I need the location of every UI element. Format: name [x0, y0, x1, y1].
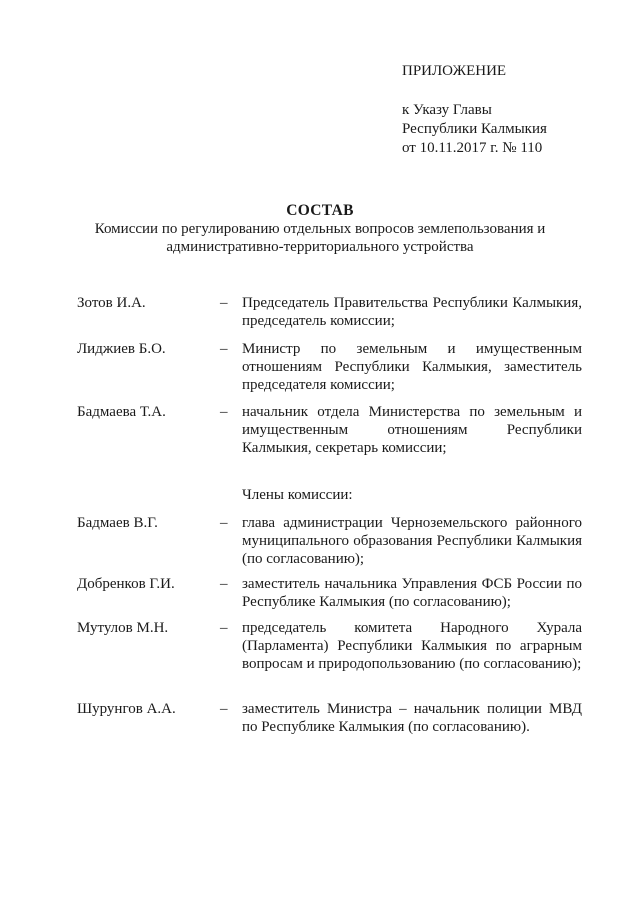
appendix-line: к Указу Главы [402, 102, 492, 118]
member-name: Мутулов М.Н. [77, 620, 169, 636]
member-role: заместитель Министра – начальник полиции МВД по Республике Калмыкия (по согласованию). [242, 701, 582, 735]
member-name: Бадмаев В.Г. [77, 515, 158, 531]
member-dash: – [220, 341, 228, 357]
member-dash: – [220, 576, 228, 592]
member-dash: – [220, 620, 228, 636]
member-role: Министр по земельным и имущественным отношениям Республики Калмыкия, заместитель председателя комиссии; [242, 341, 582, 393]
appendix-block [402, 62, 547, 158]
member-role: начальник отдела Министерства по земельным и имущественным отношениям Республики Калмыкия, секретарь комиссии; [242, 404, 582, 456]
member-name: Шурунгов А.А. [77, 701, 176, 717]
member-dash: – [220, 701, 228, 717]
member-dash: – [220, 295, 228, 311]
member-name: Зотов И.А. [77, 295, 146, 311]
member-role: Председатель Правительства Республики Калмыкия, председатель комиссии; [242, 295, 582, 329]
member-role: глава администрации Черноземельского районного муниципального образования Республики Калмыкия (по согласованию); [242, 515, 582, 567]
member-name: Бадмаева Т.А. [77, 404, 166, 420]
member-name: Лиджиев Б.О. [77, 341, 166, 357]
appendix-line: Республики Калмыкия [402, 121, 547, 137]
member-dash: – [220, 404, 228, 420]
document-subtitle: Комиссии по регулированию отдельных вопросов землепользования и административно-территориального устройства [94, 221, 546, 255]
appendix-line: от 10.11.2017 г. № 110 [402, 140, 543, 156]
member-dash: – [220, 515, 228, 531]
document-title: СОСТАВ [286, 202, 354, 219]
appendix-title: ПРИЛОЖЕНИЕ [402, 63, 507, 79]
member-role: председатель комитета Народного Хурала (Парламента) Республики Калмыкия по аграрным вопросам и природопользованию (по согласованию); [242, 620, 582, 672]
member-role: заместитель начальника Управления ФСБ России по Республике Калмыкия (по согласованию); [242, 576, 582, 610]
members-heading: Члены комиссии: [242, 487, 353, 503]
member-name: Добренков Г.И. [77, 576, 175, 592]
